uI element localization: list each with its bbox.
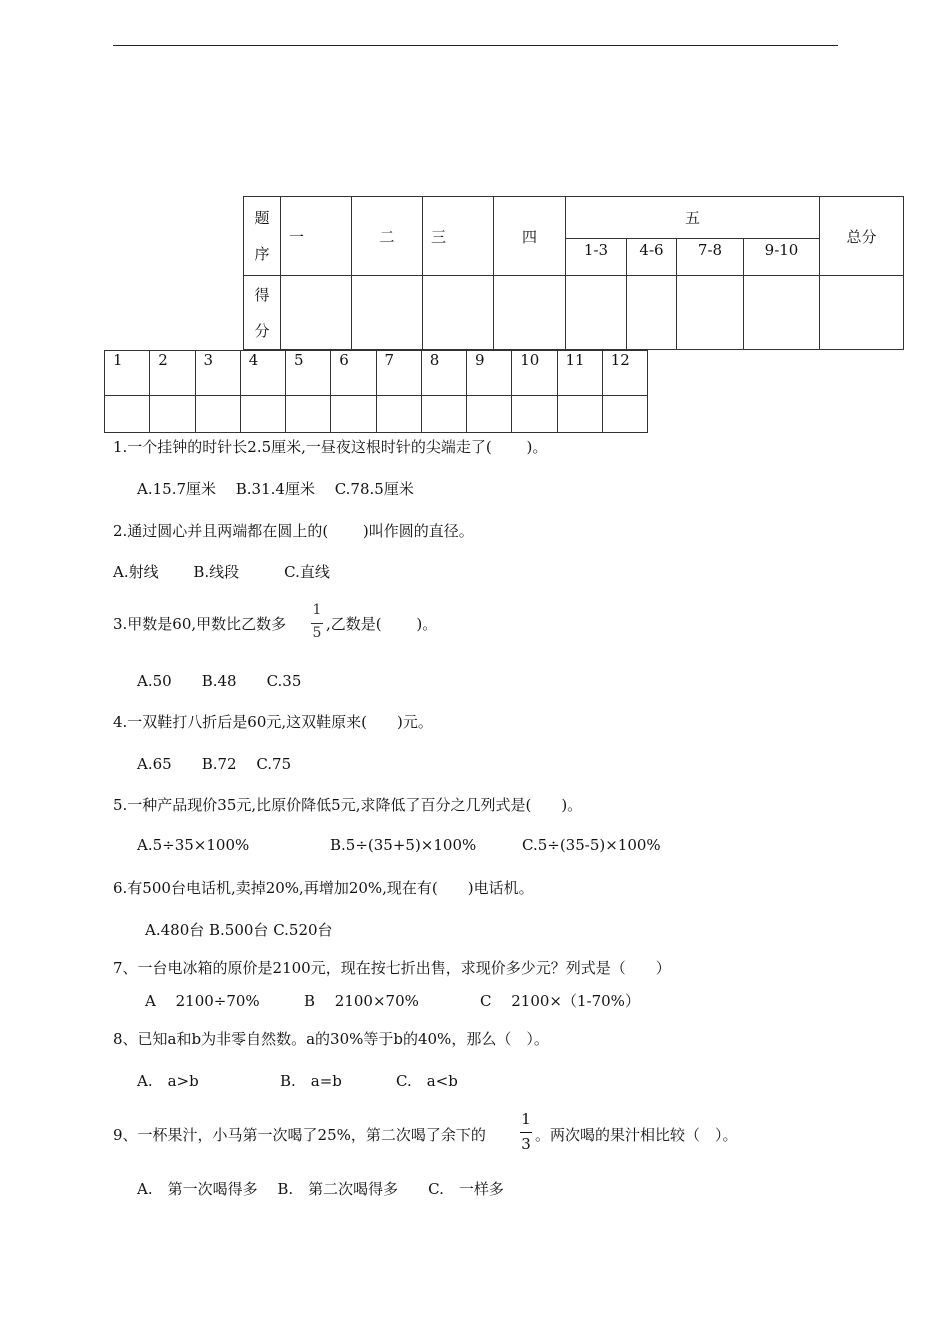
section-2-header: 二 — [352, 197, 423, 276]
score-cell[interactable] — [352, 276, 423, 350]
question-8-option-b: B. a=b — [280, 1072, 342, 1090]
score-cell[interactable] — [677, 276, 744, 350]
score-cell[interactable] — [820, 276, 904, 350]
question-6: 6.有500台电话机,卖掉20%,再增加20%,现在有( )电话机。 — [113, 879, 534, 897]
question-7: 7、一台电冰箱的原价是2100元，现在按七折出售，求现价多少元？列式是（ ） — [113, 959, 671, 977]
total-header: 总分 — [820, 197, 904, 276]
answer-number: 1 — [105, 351, 150, 396]
answer-cell[interactable] — [150, 396, 195, 433]
question-5-option-a: A.5÷35×100% — [137, 836, 250, 854]
section-1-header: 一 — [281, 197, 352, 276]
section-3-header: 三 — [423, 197, 494, 276]
row-label-sequence — [244, 197, 281, 276]
question-5: 5.一种产品现价35元,比原价降低5元,求降低了百分之几列式是( )。 — [113, 796, 583, 814]
section-5-header: 五 — [566, 197, 820, 239]
answer-cell[interactable] — [286, 396, 331, 433]
answer-cell[interactable] — [240, 396, 285, 433]
answer-cell[interactable] — [467, 396, 512, 433]
answer-cell[interactable] — [195, 396, 240, 433]
question-8: 8、已知a和b为非零自然数。a的30%等于b的40%，那么（ ）。 — [113, 1030, 549, 1048]
fraction-numerator: 1 — [312, 602, 322, 618]
section-4-header: 四 — [494, 197, 566, 276]
answer-number: 5 — [286, 351, 331, 396]
question-1-options: A.15.7厘米 B.31.4厘米 C.78.5厘米 — [137, 480, 414, 498]
answer-number: 3 — [195, 351, 240, 396]
answer-number: 8 — [421, 351, 466, 396]
answer-cell[interactable] — [512, 396, 557, 433]
fraction-denominator: 5 — [312, 625, 322, 641]
answer-cell[interactable] — [557, 396, 602, 433]
answer-cell[interactable] — [376, 396, 421, 433]
score-cell[interactable] — [566, 276, 627, 350]
score-cell[interactable] — [494, 276, 566, 350]
question-9-options: A. 第一次喝得多 B. 第二次喝得多 C. 一样多 — [137, 1180, 504, 1198]
question-3-tail: ,乙数是( )。 — [326, 615, 438, 633]
question-4: 4.一双鞋打八折后是60元,这双鞋原来( )元。 — [113, 713, 433, 731]
row-label-sequence-text: 题 序 — [254, 209, 270, 263]
question-8-option-a: A. a>b — [137, 1072, 199, 1090]
sub-range-2: 4-6 — [627, 239, 677, 276]
score-cell[interactable] — [281, 276, 352, 350]
answer-number: 12 — [602, 351, 647, 396]
sub-range-3: 7-8 — [677, 239, 744, 276]
answer-cell[interactable] — [602, 396, 647, 433]
answer-number: 6 — [331, 351, 376, 396]
answer-number: 10 — [512, 351, 557, 396]
question-9-tail: 。两次喝的果汁相比较（ ）。 — [535, 1126, 738, 1144]
answer-number: 4 — [240, 351, 285, 396]
answer-cell[interactable] — [105, 396, 150, 433]
sub-range-4: 9-10 — [744, 239, 820, 276]
question-1: 1.一个挂钟的时针长2.5厘米,一昼夜这根时针的尖端走了( )。 — [113, 438, 548, 456]
question-5-option-b: B.5÷(35+5)×100% — [330, 836, 477, 854]
question-5-option-c: C.5÷(35-5)×100% — [522, 836, 661, 854]
sub-range-1: 1-3 — [566, 239, 627, 276]
score-cell[interactable] — [423, 276, 494, 350]
score-cell[interactable] — [744, 276, 820, 350]
header-rule — [113, 45, 838, 46]
score-table — [243, 196, 904, 350]
fraction-bar — [520, 1132, 532, 1133]
question-9-stem: 9、一杯果汁，小马第一次喝了25%，第二次喝了余下的 — [113, 1126, 486, 1144]
answer-number: 2 — [150, 351, 195, 396]
answer-cell[interactable] — [331, 396, 376, 433]
score-cell[interactable] — [627, 276, 677, 350]
answer-table — [104, 350, 648, 433]
question-9-fraction — [520, 1110, 532, 1156]
question-7-option-c: C 2100×（1-70%） — [480, 992, 640, 1010]
fraction-bar — [311, 623, 323, 624]
answer-number: 9 — [467, 351, 512, 396]
question-7-option-a: A 2100÷70% — [145, 992, 260, 1010]
question-7-option-b: B 2100×70% — [304, 992, 419, 1010]
question-3-fraction — [311, 602, 323, 646]
question-2-options: A.射线 B.线段 C.直线 — [113, 563, 330, 581]
row-label-score — [244, 276, 281, 350]
fraction-denominator: 3 — [521, 1135, 531, 1153]
answer-number: 11 — [557, 351, 602, 396]
question-6-options: A.480台 B.500台 C.520台 — [145, 921, 333, 939]
row-label-score-text: 得 分 — [254, 285, 270, 340]
question-3-stem: 3.甲数是60,甲数比乙数多 — [113, 615, 287, 633]
answer-cell[interactable] — [421, 396, 466, 433]
question-8-option-c: C. a<b — [396, 1072, 458, 1090]
fraction-numerator: 1 — [521, 1110, 531, 1128]
question-4-options: A.65 B.72 C.75 — [137, 755, 292, 773]
question-2: 2.通过圆心并且两端都在圆上的( )叫作圆的直径。 — [113, 522, 474, 540]
question-3-options: A.50 B.48 C.35 — [137, 672, 302, 690]
answer-number: 7 — [376, 351, 421, 396]
